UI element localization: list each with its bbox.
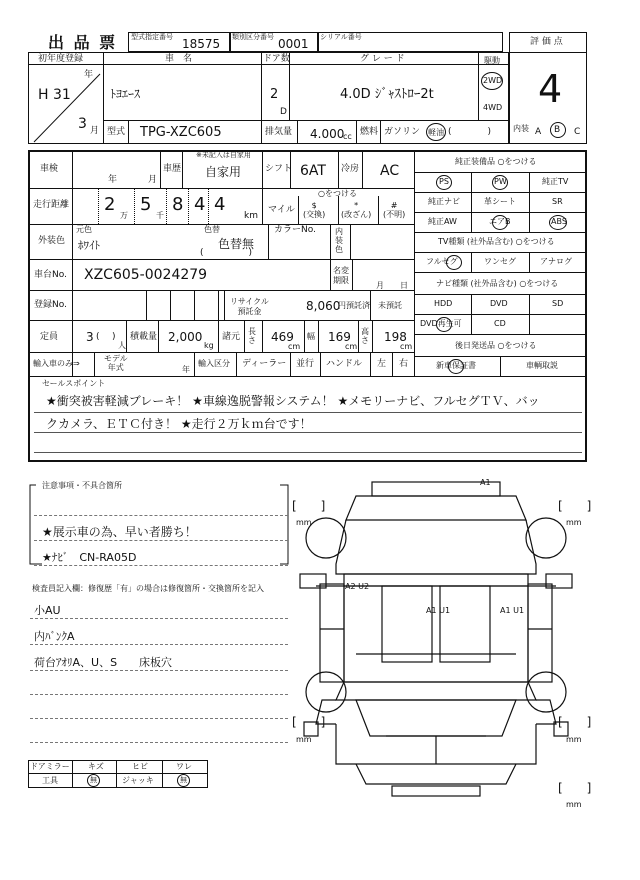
- serial-label: シリアル番号: [320, 33, 362, 41]
- grade-label: グ レ ー ド: [360, 54, 405, 64]
- grade-value: 4.0D ｼﾞｬｽﾄﾛｰ2t: [340, 87, 434, 102]
- reg-label: 登録No.: [34, 300, 67, 310]
- color-change-value: 色替無: [218, 237, 255, 251]
- mileage-digit-4: 4: [194, 194, 206, 215]
- mileage-label: 走行距離: [33, 200, 70, 210]
- mileage-digit-1: 2: [104, 194, 116, 215]
- notes-label: 注意事項・不具合箇所: [42, 481, 122, 490]
- model-label: 型式: [107, 127, 126, 137]
- rating-label: 評 価 点: [530, 37, 563, 47]
- load-value: 2,000: [168, 330, 203, 344]
- model-value: TPG-XZC605: [140, 125, 222, 140]
- height-value: 198: [384, 330, 407, 344]
- later-title: 後日発送品 ○をつける: [455, 341, 537, 350]
- history-value: 自家用: [205, 165, 242, 179]
- shift-label: シフト: [265, 164, 293, 174]
- mile-label: マイル: [268, 205, 295, 215]
- ac-value: AC: [380, 163, 400, 179]
- vehicle-damage-diagram: [296, 474, 596, 814]
- capacity-value: 3: [86, 330, 94, 344]
- vin-label: 車台No.: [34, 270, 67, 280]
- bracket-top-left: [ ]: [292, 499, 326, 513]
- inspection-label: 車検: [40, 164, 59, 174]
- interior-color-label: 内 装 色: [335, 227, 343, 254]
- bracket-top-right: [ ]: [558, 499, 592, 513]
- sales-point-line1: ★衝突被害軽減ブレーキ！ ★車線逸脱警報システム！ ★メモリーナビ、フルセグＴＶ、バッ: [46, 394, 540, 408]
- notes-line1: ★展示車の為、早い者勝ち！: [42, 525, 197, 539]
- recycle-unpaid: 未預託: [378, 301, 402, 310]
- history-label: 車歴: [163, 164, 182, 174]
- import-label: 輸入車のみ⇒: [33, 359, 80, 368]
- rating-value: 4: [538, 67, 563, 111]
- bracket-bottom-right: [ ]: [558, 715, 592, 729]
- inspector-line1: 小AU: [34, 604, 61, 617]
- bracket-mirror-right: [ ]: [558, 781, 592, 795]
- check-label: ○をつける: [318, 189, 357, 198]
- class-no-label: 類別区分番号: [232, 33, 274, 41]
- fuel-diesel: 軽油: [428, 128, 444, 137]
- inspector-line3: 荷台ｱｵﾘA、U、S 床板穴: [34, 656, 173, 669]
- color-label: 外装色: [38, 236, 66, 246]
- capacity-label: 定員: [40, 332, 59, 342]
- mileage-digit-2: 5: [140, 194, 152, 215]
- length-value: 469: [271, 330, 294, 344]
- shift-value: 6AT: [300, 163, 326, 179]
- name-change-label: 名変 期限: [333, 266, 349, 285]
- sales-point-line2: クカメラ、ＥＴＣ付き！ ★走行２万ｋｍ台です！: [46, 417, 312, 431]
- drive-label: 駆動: [484, 56, 500, 65]
- mileage-digit-3: 8: [172, 194, 184, 215]
- history-note: ※未記入は自家用: [196, 151, 251, 159]
- notes-line2: ★ﾅﾋﾞ CN-RA05D: [42, 551, 137, 564]
- unknown-label: # (不明): [383, 201, 406, 219]
- color-no-label: カラーNo.: [274, 225, 316, 235]
- recycle-value: 8,060: [306, 299, 341, 313]
- inspector-label: 検査員記入欄：修復歴「有」の場合は修復箇所・交換箇所を記入: [32, 584, 264, 593]
- displacement-label: 排気量: [265, 127, 293, 137]
- fuel-gasoline: ガソリン: [384, 127, 421, 137]
- mileage-digit-5: 4: [214, 194, 226, 215]
- type-no-label: 型式指定番号: [131, 33, 173, 41]
- fuel-label: 燃料: [360, 127, 379, 137]
- load-label: 積載量: [130, 332, 158, 342]
- sales-point-label: セールスポイント: [42, 379, 106, 388]
- car-name: ﾄﾖｴｰｽ: [110, 87, 141, 101]
- orig-color: ﾎﾜｲﾄ: [78, 239, 100, 252]
- tv-title: TV種類 (社外品含む) ○をつける: [438, 237, 555, 246]
- vin-value: XZC605-0024279: [84, 267, 208, 283]
- exchange-label: $ (交換): [303, 201, 326, 219]
- type-no: 18575: [182, 37, 221, 51]
- first-reg-month: 3: [78, 116, 87, 132]
- recycle-label: リサイクル 預託金: [230, 297, 269, 316]
- interior-label: 内装: [513, 124, 529, 133]
- doors-label: ドア数: [263, 54, 290, 64]
- doors-value: 2: [270, 87, 279, 102]
- car-name-label: 車 名: [165, 54, 193, 64]
- mark-rear-bumper: A1: [480, 478, 491, 487]
- displacement-value: 4.000: [310, 127, 345, 141]
- bracket-bottom-left: [ ]: [292, 715, 326, 729]
- mark-bed-left: A1 U1: [426, 606, 451, 615]
- ac-label: 冷房: [341, 164, 360, 174]
- genuine-title: 純正装備品 ○をつける: [455, 157, 537, 166]
- altered-label: * (改ざん): [341, 201, 372, 219]
- mark-bed-right: A1 U1: [500, 606, 525, 615]
- first-reg-year: H 31: [38, 87, 71, 103]
- navi-title: ナビ種類 (社外品含む) ○をつける: [436, 279, 559, 288]
- dimensions-label: 諸元: [222, 332, 241, 342]
- form-title: 出 品 票: [48, 33, 118, 52]
- first-reg-label: 初年度登録: [38, 54, 84, 64]
- inspector-line2: 内ﾊﾞﾝｸA: [34, 630, 75, 643]
- mark-side-panel: A2 U2: [345, 582, 370, 591]
- class-no: 0001: [278, 37, 309, 51]
- width-value: 169: [328, 330, 351, 344]
